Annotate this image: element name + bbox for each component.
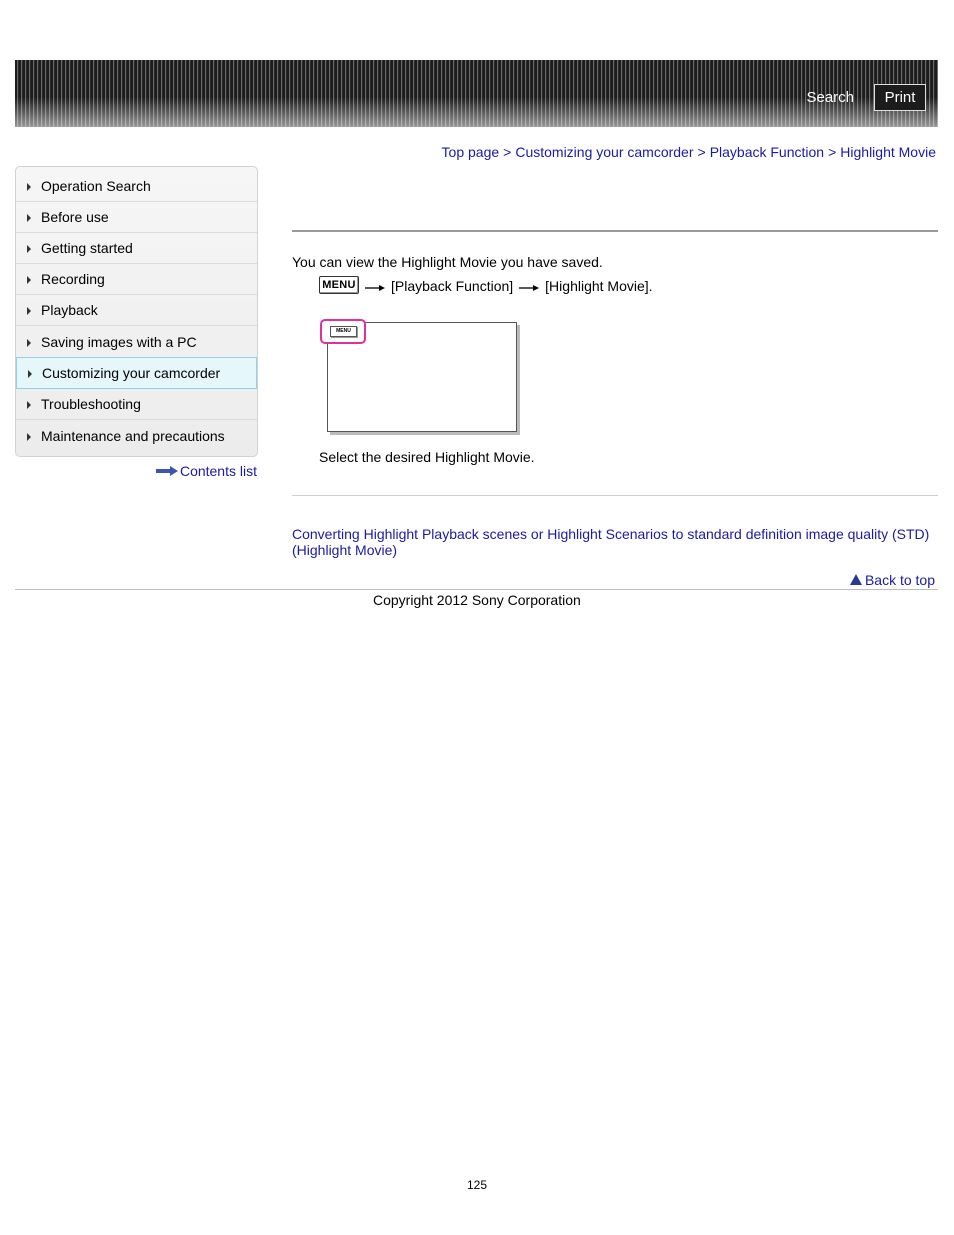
sidebar-item-label: Playback: [41, 302, 98, 318]
arrow-right-icon: [27, 214, 31, 222]
breadcrumb-playback-function[interactable]: Playback Function: [709, 144, 825, 160]
triangle-up-icon: [850, 574, 862, 585]
back-to-top-label: Back to top: [864, 572, 935, 588]
menu-key-icon: MENU: [330, 326, 357, 337]
sidebar-item-maintenance[interactable]: [16, 420, 257, 451]
arrow-right-icon: [27, 307, 31, 315]
sidebar-item-operation-search[interactable]: [16, 171, 257, 202]
sidebar-item-before-use[interactable]: [16, 202, 257, 233]
sidebar-item-troubleshooting[interactable]: [16, 389, 257, 420]
sidebar-item-getting-started[interactable]: [16, 233, 257, 264]
arrow-right-icon: [27, 401, 31, 409]
sidebar-item-saving-images[interactable]: [16, 327, 257, 358]
footer-divider: [15, 589, 938, 590]
sidebar-nav: [15, 166, 258, 457]
divider: [292, 495, 938, 496]
copyright-text: Copyright 2012 Sony Corporation: [373, 592, 581, 608]
instruction-text: Select the desired Highlight Movie.: [319, 449, 535, 465]
arrow-right-icon: [27, 433, 31, 441]
sidebar-item-playback[interactable]: [16, 295, 257, 326]
contents-list-label: Contents list: [179, 463, 257, 479]
procedure-step: [319, 278, 653, 294]
breadcrumb-separator: >: [828, 144, 837, 160]
divider: [292, 230, 938, 232]
arrow-right-icon: [156, 466, 178, 476]
header-bar: [15, 60, 938, 127]
sidebar-item-recording[interactable]: [16, 264, 257, 295]
breadcrumb-customizing[interactable]: Customizing your camcorder: [515, 144, 694, 160]
arrow-right-icon: [27, 245, 31, 253]
breadcrumb-separator: >: [503, 144, 512, 160]
sidebar-item-label: Maintenance and precautions: [41, 427, 225, 444]
step-highlight-movie: [Highlight Movie].: [545, 278, 653, 294]
breadcrumb: [442, 144, 936, 160]
search-link[interactable]: Search: [806, 89, 854, 106]
arrow-right-icon: [365, 284, 385, 292]
sidebar-item-customizing[interactable]: [16, 357, 257, 389]
breadcrumb-highlight-movie[interactable]: Highlight Movie: [840, 144, 936, 160]
related-topic-link[interactable]: Converting Highlight Playback scenes or Highlight Scenarios to standard definition image quality (STD) (Highlight Movie): [292, 526, 930, 558]
arrow-right-icon: [27, 276, 31, 284]
step-playback-function: [Playback Function]: [391, 278, 514, 294]
sidebar-item-label: Before use: [41, 209, 109, 225]
arrow-right-icon: [27, 339, 31, 347]
contents-list-link[interactable]: [156, 463, 257, 479]
page-number: 125: [466, 1178, 488, 1192]
arrow-right-icon: [28, 370, 32, 378]
menu-key-icon: MENU: [319, 276, 359, 294]
arrow-right-icon: [519, 284, 539, 292]
sidebar-item-label: Customizing your camcorder: [42, 365, 221, 381]
intro-text: You can view the Highlight Movie you have saved.: [292, 254, 603, 270]
arrow-right-icon: [27, 183, 31, 191]
sidebar-item-label: Getting started: [41, 240, 133, 256]
sidebar-item-label: Recording: [41, 271, 105, 287]
sidebar-item-label: Operation Search: [41, 178, 151, 194]
breadcrumb-separator: >: [697, 144, 706, 160]
highlighted-menu-button: [320, 319, 366, 344]
sidebar-item-label: Saving images with a PC: [41, 334, 197, 350]
print-button[interactable]: Print: [874, 84, 926, 111]
back-to-top-link[interactable]: [850, 572, 935, 588]
sidebar-item-label: Troubleshooting: [41, 396, 141, 412]
breadcrumb-top-page[interactable]: Top page: [441, 144, 500, 160]
